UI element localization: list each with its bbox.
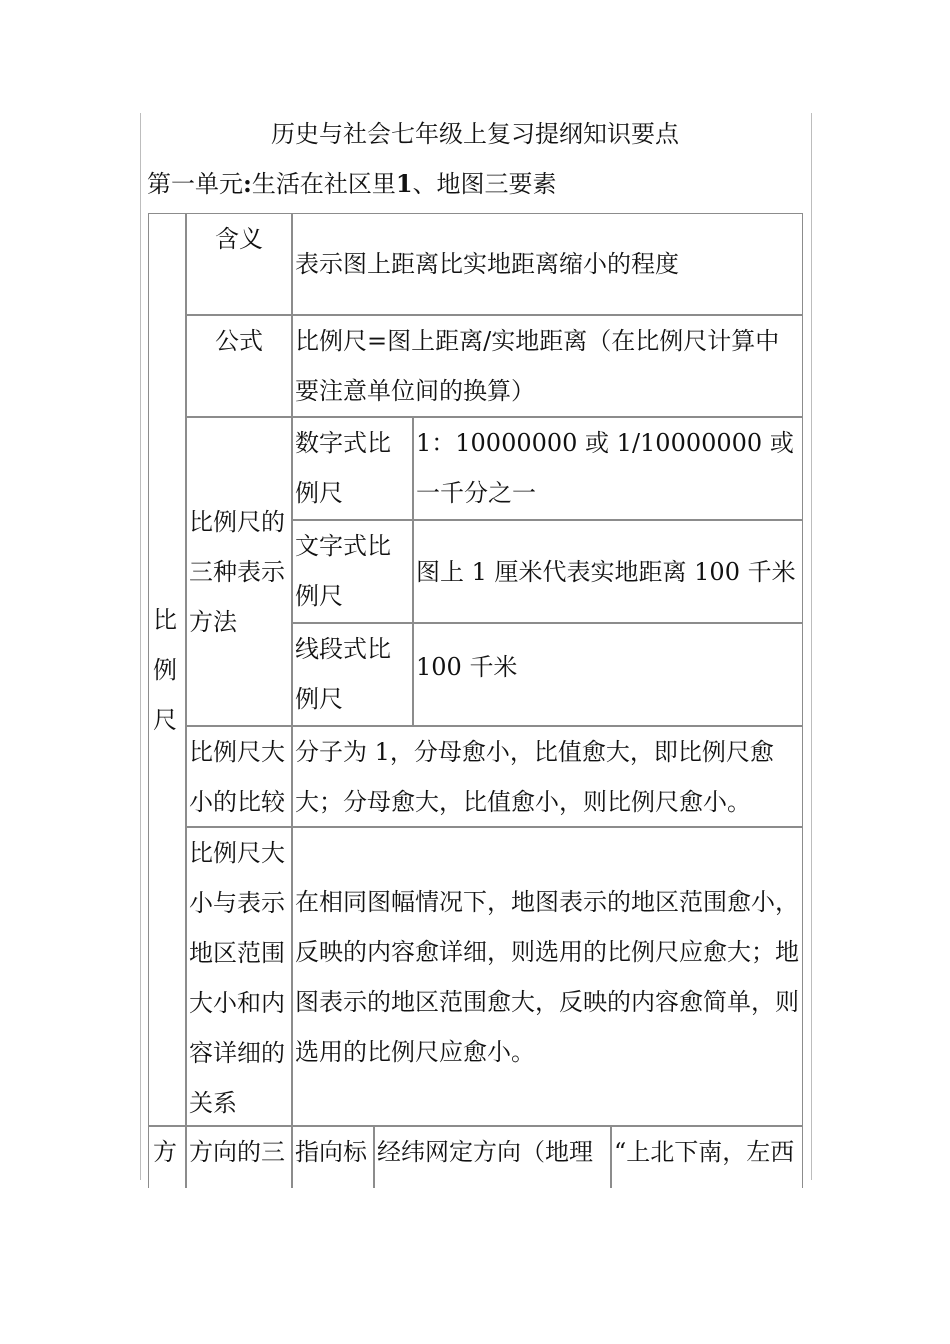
unit-prefix: 第一单元 xyxy=(147,170,243,198)
relation-value: 在相同图幅情况下，地图表示的地区范围愈小，反映的内容愈详细，则选用的比例尺应愈大；地图表示的地区范围愈大，反映的内容愈简单，则选用的比例尺应愈小。 xyxy=(292,827,803,1126)
unit-colon: : xyxy=(243,169,252,198)
formula-value: 比例尺=图上距离/实地距离（在比例尺计算中要注意单位间的换算） xyxy=(292,315,803,417)
relation-label: 比例尺大小与表示地区范围大小和内容详细的关系 xyxy=(186,827,292,1126)
section-scale-label: 比例尺 xyxy=(148,213,186,1126)
meaning-label: 含义 xyxy=(186,213,292,315)
unit-suffix: 、地图三要素 xyxy=(412,170,557,198)
direction-methods-label: 方向的三 xyxy=(186,1126,292,1188)
unit-number: 1 xyxy=(395,169,413,198)
compare-label: 比例尺大小的比较 xyxy=(186,726,292,827)
section-direction-label: 方 xyxy=(148,1126,186,1188)
methods-label: 比例尺的三种表示方法 xyxy=(186,417,292,726)
line-scale-value: 100 千米 xyxy=(413,623,803,726)
meaning-value: 表示图上距离比实地距离缩小的程度 xyxy=(292,213,803,315)
unit-text: 生活在社区里 xyxy=(251,170,396,198)
document-title: 历史与社会七年级上复习提纲知识要点 xyxy=(271,120,679,148)
numeric-scale-label: 数字式比例尺 xyxy=(292,417,413,520)
text-scale-value: 图上 1 厘米代表实地距离 100 千米 xyxy=(413,520,803,623)
direction-general-rule: “上北下南，左西 xyxy=(611,1126,803,1188)
direction-pointer-label: 指向标 xyxy=(292,1126,374,1188)
formula-label: 公式 xyxy=(186,315,292,417)
unit-heading xyxy=(147,163,557,205)
direction-graticule-label: 经纬网定方向（地理 xyxy=(374,1126,611,1188)
line-scale-label: 线段式比例尺 xyxy=(292,623,413,726)
text-scale-label: 文字式比例尺 xyxy=(292,520,413,623)
numeric-scale-value: 1：10000000 或 1/10000000 或一千分之一 xyxy=(413,417,803,520)
compare-value: 分子为 1，分母愈小，比值愈大，即比例尺愈大；分母愈大，比值愈小，则比例尺愈小。 xyxy=(292,726,803,827)
